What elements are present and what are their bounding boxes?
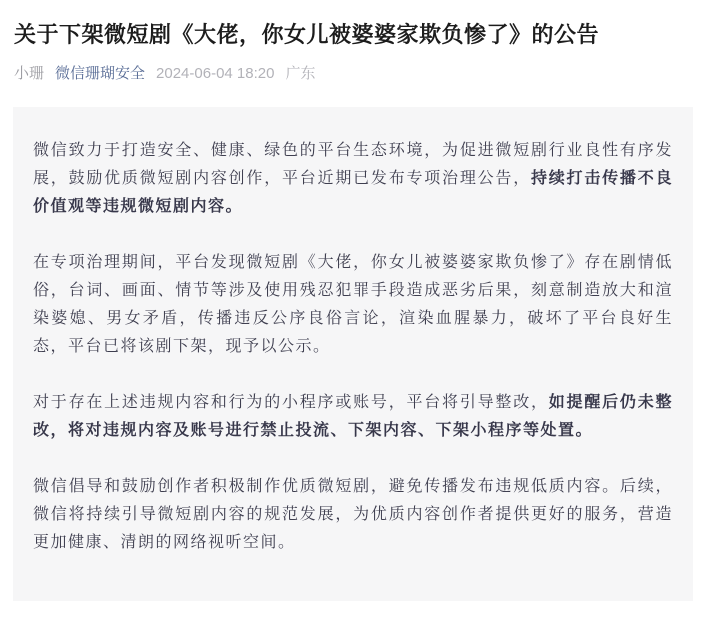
announcement-body bbox=[33, 137, 673, 557]
text-segment: 微信倡导和鼓励创作者积极制作优质微短剧，避免传播发布违规低质内容。后续，微信将持续引导微短剧内容的规范发展，为优质内容创作者提供更好的服务，营造更加健康、清朗的网络视听空间。 bbox=[33, 478, 673, 551]
account-link[interactable]: 微信珊瑚安全 bbox=[55, 65, 146, 82]
announcement-paragraph bbox=[33, 137, 673, 221]
page-title: 关于下架微短剧《大佬，你女儿被婆婆家欺负惨了》的公告 bbox=[14, 22, 600, 47]
text-segment: 对于存在上述违规内容和行为的小程序或账号，平台将引导整改， bbox=[33, 394, 549, 411]
announcement-box bbox=[13, 107, 693, 601]
text-segment: 在专项治理期间，平台发现微短剧《大佬，你女儿被婆婆家欺负惨了》存在剧情低俗，台词、画面、情节等涉及使用残忍犯罪手段造成恶劣后果，刻意制造放大和渲染婆媳、男女矛盾，传播违反公序良俗言论，渲染血腥暴力，破坏了平台良好生态，平台已将该剧下架，现予以公示。 bbox=[33, 254, 673, 355]
bold-text-segment: 持续打击传播不良价值观等违规微短剧内容。 bbox=[33, 170, 673, 215]
text-segment: 微信致力于打造安全、健康、绿色的平台生态环境，为促进微短剧行业良性有序发展，鼓励优质微短剧内容创作，平台近期已发布专项治理公告， bbox=[33, 142, 673, 187]
publish-location: 广东 bbox=[285, 65, 316, 82]
author-name: 小珊 bbox=[14, 65, 45, 82]
publish-datetime: 2024-06-04 18:20 bbox=[156, 65, 275, 82]
announcement-paragraph bbox=[33, 473, 673, 557]
announcement-paragraph bbox=[33, 389, 673, 445]
announcement-paragraph bbox=[33, 249, 673, 361]
byline bbox=[14, 64, 692, 84]
bold-text-segment: 如提醒后仍未整改，将对违规内容及账号进行禁止投流、下架内容、下架小程序等处置。 bbox=[33, 394, 673, 439]
